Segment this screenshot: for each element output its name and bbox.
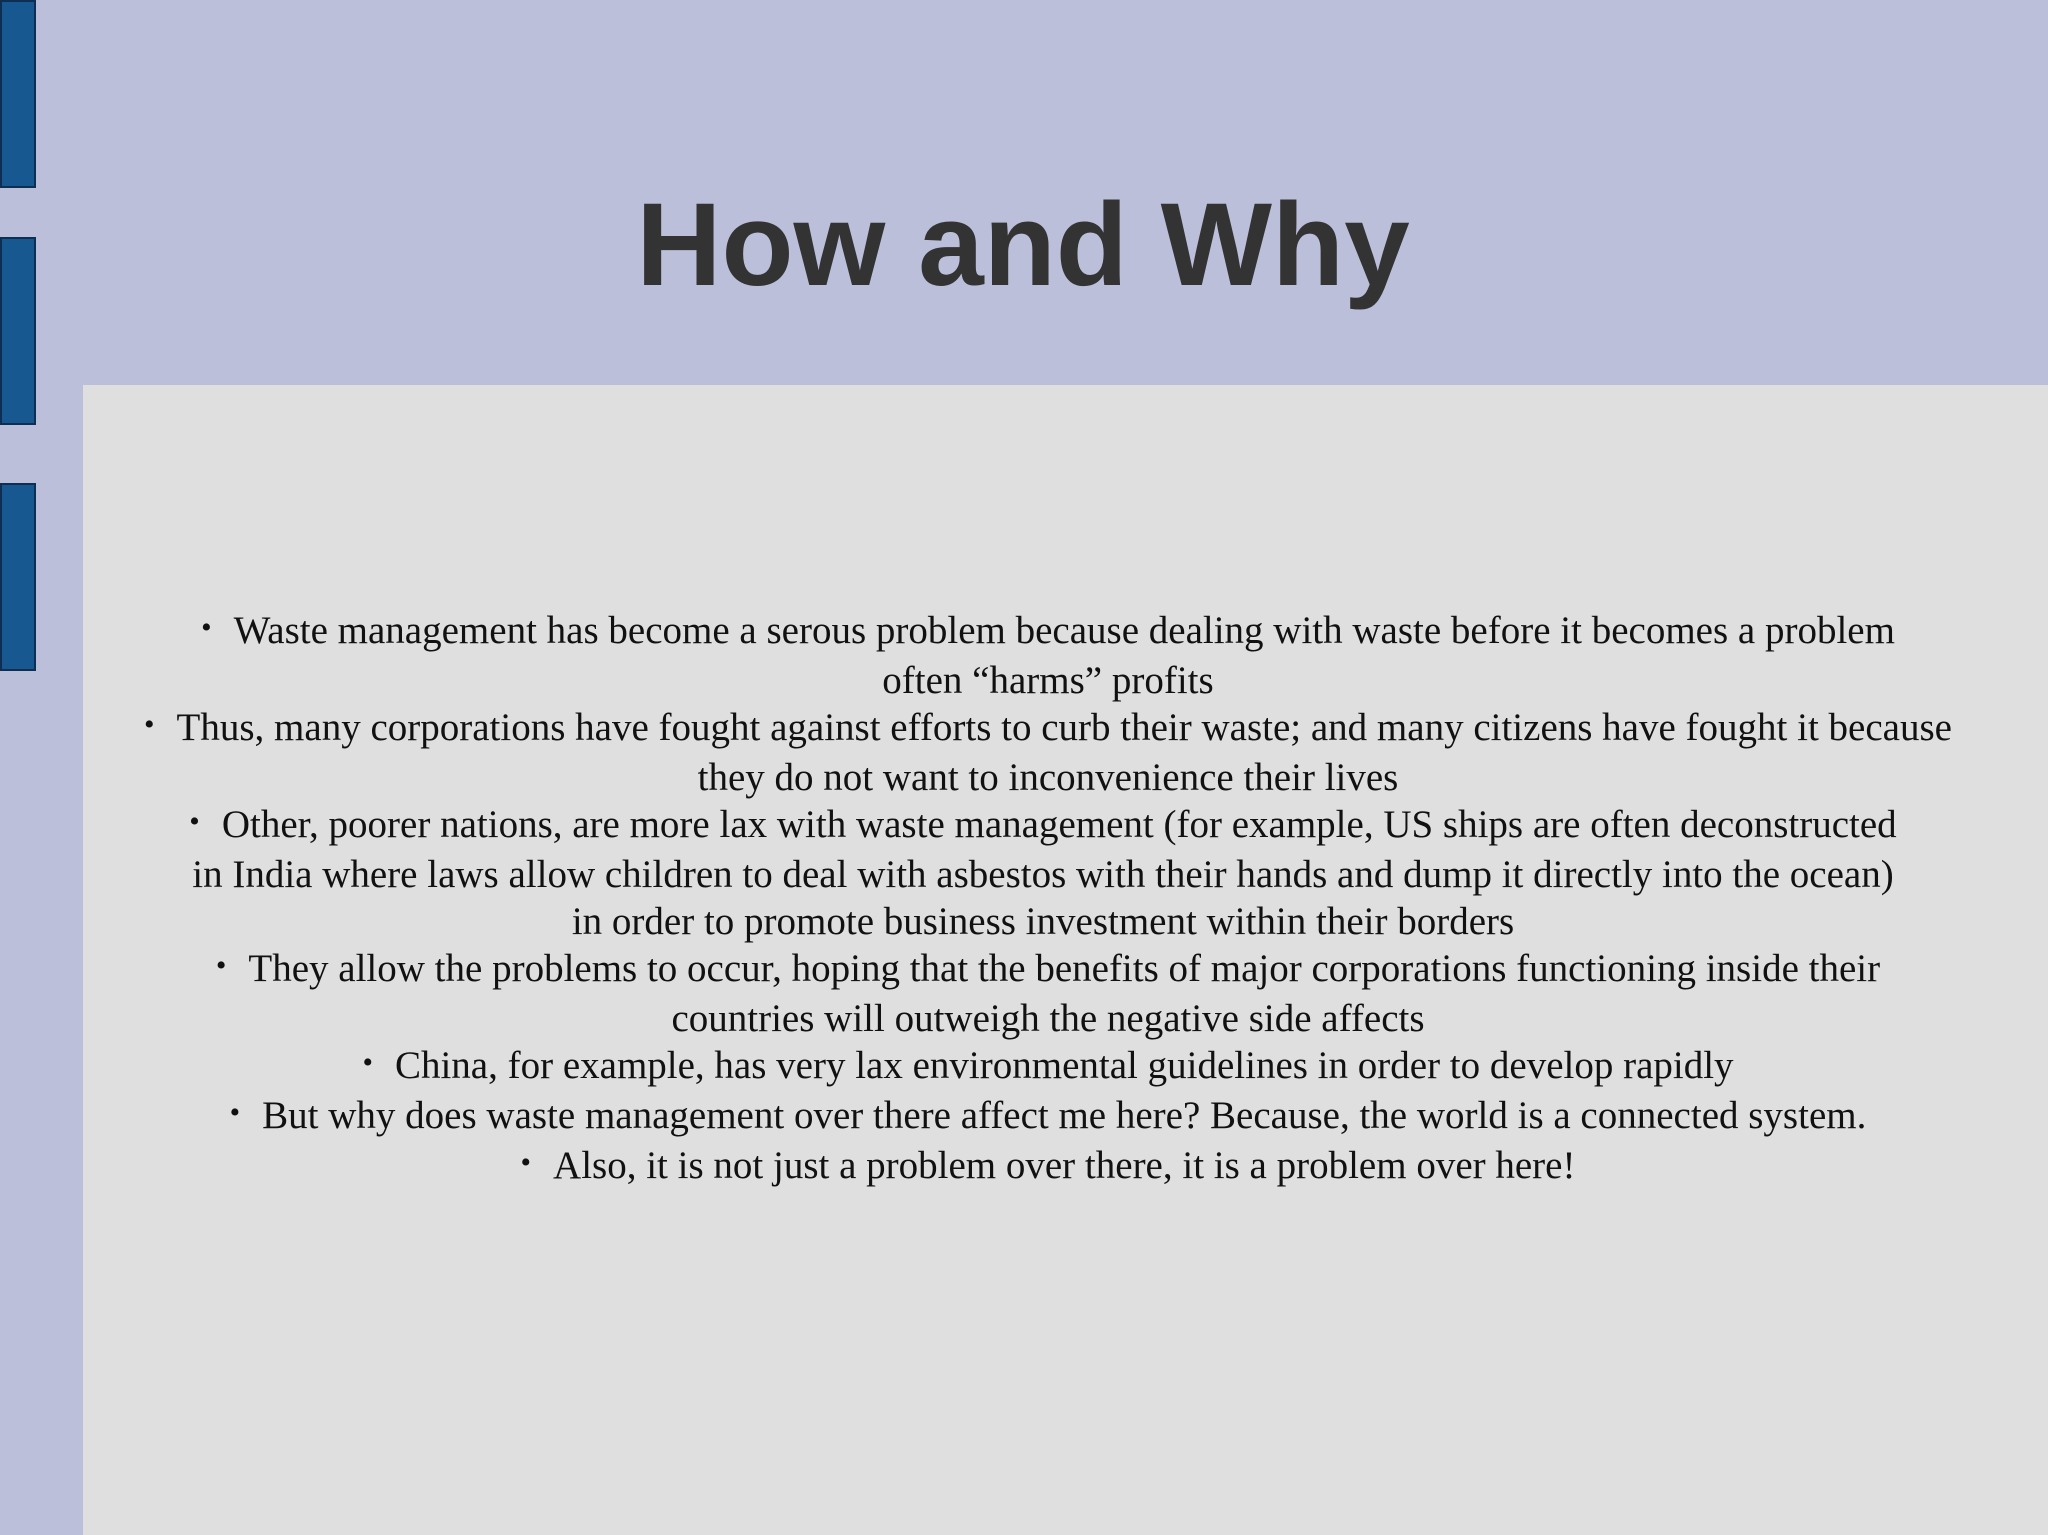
bullet-item	[143, 607, 1953, 704]
side-accent-bar-middle	[0, 237, 36, 425]
bullet-text: China, for example, has very lax environmental guidelines in order to develop rapidly	[394, 1044, 1734, 1087]
bullet-item	[143, 945, 1953, 1042]
side-accent-bar-bottom	[0, 483, 36, 671]
bullet-text: They allow the problems to occur, hoping that the benefits of major corporations functioning inside their countries will outweigh the negative side affects	[248, 947, 1881, 1040]
bullet-dot-icon: •	[201, 611, 212, 644]
bullet-dot-icon: •	[144, 708, 155, 741]
content-area	[83, 385, 2048, 1535]
bullet-text: Thus, many corporations have fought against efforts to curb their waste; and many citizens have fought it because they do not want to inconvenience their lives	[176, 706, 1952, 799]
bullet-text: Also, it is not just a problem over there, it is a problem over here!	[553, 1144, 1576, 1187]
bullet-text: Other, poorer nations, are more lax with waste management (for example, US ships are often deconstructed in India where laws allow children to deal with asbestos with their hands and dump it directly into the ocean) in order to promote business investment within their borders	[192, 803, 1897, 943]
bullet-item	[143, 1092, 1953, 1142]
bullet-item	[143, 801, 1953, 945]
bullet-dot-icon: •	[362, 1046, 373, 1079]
bullet-item	[143, 1142, 1953, 1192]
bullet-text: But why does waste management over there affect me here? Because, the world is a connected system.	[262, 1094, 1867, 1137]
bullet-dot-icon: •	[229, 1096, 241, 1129]
bullet-dot-icon: •	[520, 1146, 532, 1179]
side-accent-bar-top	[0, 0, 36, 188]
bullet-item	[143, 704, 1953, 801]
bullet-dot-icon: •	[215, 949, 227, 982]
slide-title: How and Why	[636, 179, 1410, 311]
bullet-list	[143, 607, 1953, 1192]
bullet-dot-icon: •	[189, 805, 200, 838]
bullet-text: Waste management has become a serous problem because dealing with waste before it becomes a problem often “harms” profits	[233, 609, 1895, 702]
bullet-item	[143, 1042, 1953, 1092]
